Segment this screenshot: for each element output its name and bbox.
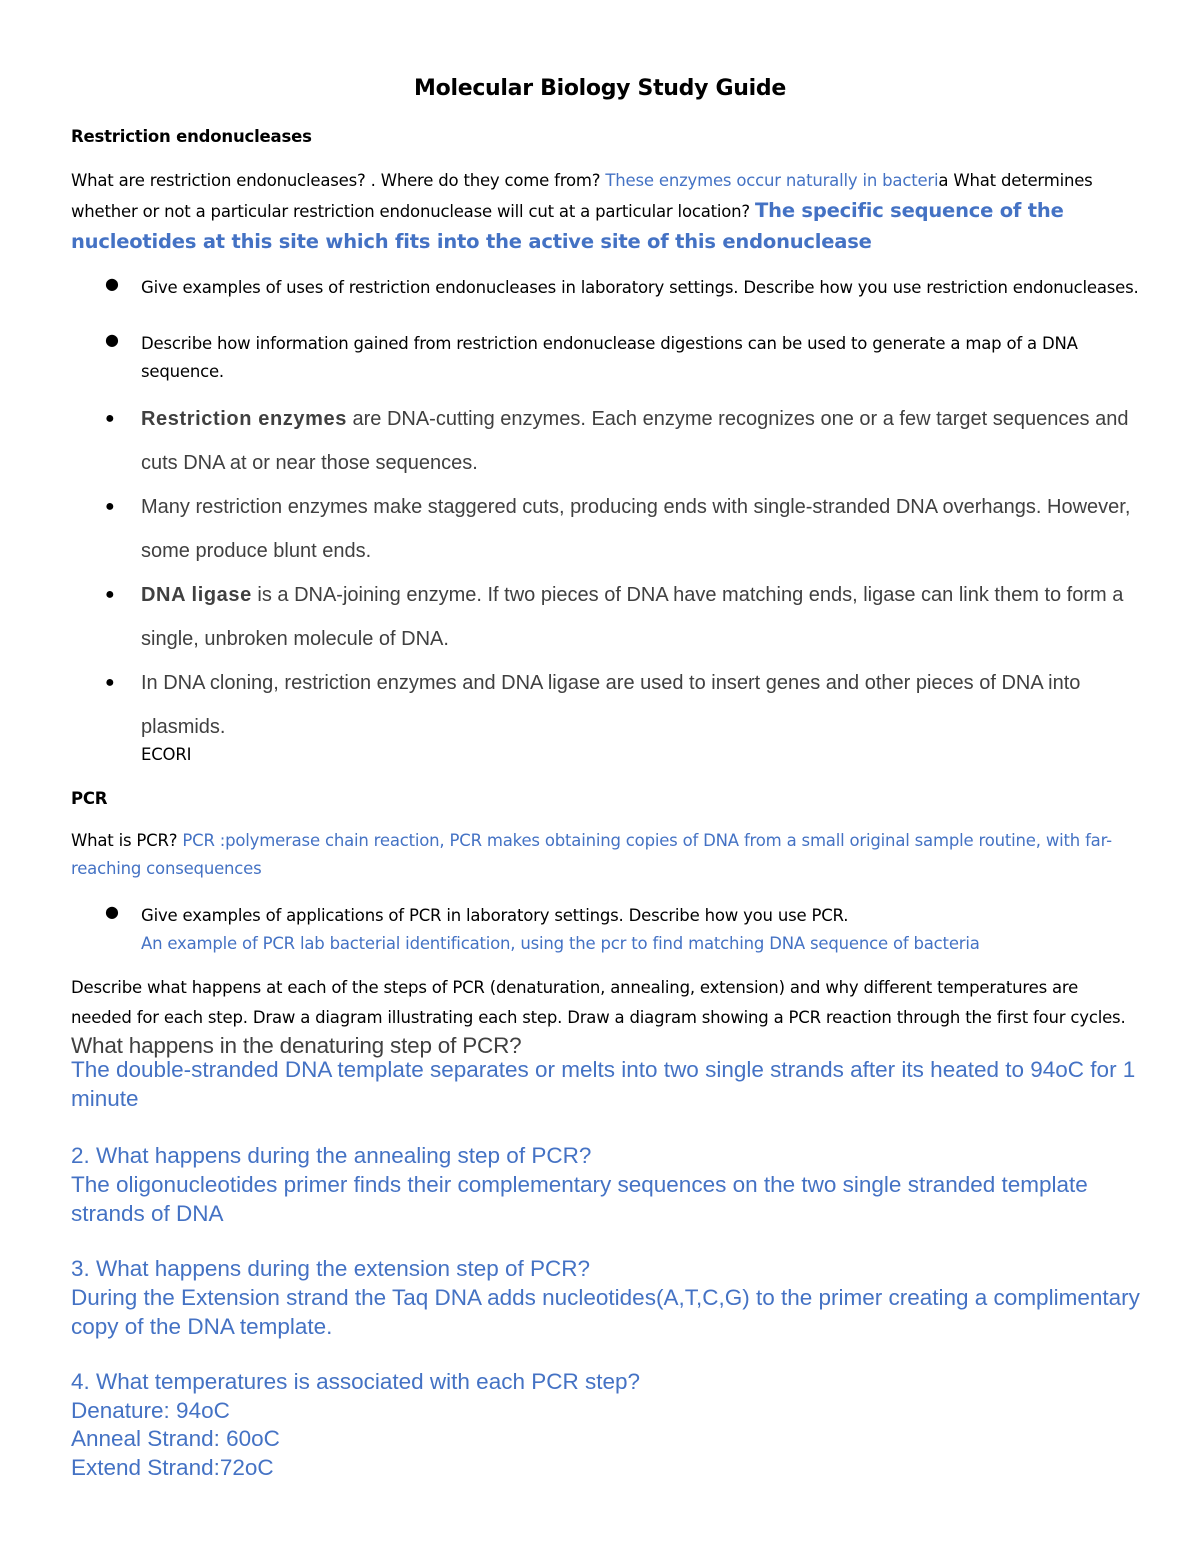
bold-term: Restriction enzymes: [141, 408, 347, 430]
bullet-icon: ●: [105, 330, 119, 349]
bullet-icon: ●: [105, 674, 115, 691]
answer-text: These enzymes occur naturally in bacteri: [605, 171, 939, 190]
bullet-icon: ●: [105, 586, 115, 603]
answer-annealing: The oligonucleotides primer finds their complementary sequences on the two single stranded template strands of DNA: [71, 1172, 1088, 1226]
temperature-anneal: Anneal Strand: 60oC: [71, 1426, 280, 1451]
answer-text: An example of PCR lab bacterial identification, using the pcr to find matching DNA sequence of bacteria: [141, 934, 980, 953]
ecori-label: ECORI: [141, 745, 192, 764]
question-text: What determines whether or not a particular restriction endonuclease will cut at a particular location?: [71, 171, 1093, 221]
pcr-steps-prompt: Describe what happens at each of the steps of PCR (denaturation, annealing, extension) and why different temperatures are needed for each step. Draw a diagram illustrating each step. Draw a diagram showing a PCR reaction through the first four cycles. What happens in the denaturing step of PCR?: [71, 978, 1126, 1058]
bullet-text: Give examples of uses of restriction endonucleases in laboratory settings. Describe how you use restriction endonucleases.: [141, 278, 1139, 297]
bullet-icon: ●: [105, 498, 115, 515]
question-extension: 3. What happens during the extension step of PCR?: [71, 1256, 591, 1281]
bullet-icon: ●: [105, 902, 119, 921]
bullet-icon: ●: [105, 274, 119, 293]
temperature-extend: Extend Strand:72oC: [71, 1455, 274, 1480]
bullet-icon: ●: [105, 410, 115, 427]
bullet-text: Many restriction enzymes make staggered cuts, producing ends with single-stranded DNA overhangs. However, some produce blunt ends.: [141, 496, 1131, 562]
bold-term: DNA ligase: [141, 584, 252, 606]
answer-text-large: The specific sequence of the nucleotides at this site which fits into the active site of this endonuclease: [71, 199, 1064, 253]
section-heading-pcr: PCR: [71, 789, 108, 808]
question-annealing: 2. What happens during the annealing step of PCR?: [71, 1143, 592, 1168]
restriction-question-paragraph: [71, 166, 1141, 258]
pcr-question-paragraph: [71, 827, 1141, 883]
bullet-text: Restriction enzymes are DNA-cutting enzymes. Each enzyme recognizes one or a few target sequences and cuts DNA at or near those sequences.: [141, 408, 1129, 474]
answer-text: PCR :polymerase chain reaction, PCR makes obtaining copies of DNA from a small original sample routine, with far-reaching consequences: [71, 831, 1112, 878]
section-heading-restriction: Restriction endonucleases: [71, 127, 312, 146]
bullet-text: Describe how information gained from restriction endonuclease digestions can be used to generate a map of a DNA sequence.: [141, 334, 1078, 381]
question-text: What is PCR?: [71, 831, 178, 850]
temperature-denature: Denature: 94oC: [71, 1398, 230, 1423]
question-text: What are restriction endonucleases? . Where do they come from?: [71, 171, 601, 190]
question-letter: a: [938, 171, 949, 190]
answer-extension: During the Extension strand the Taq DNA adds nucleotides(A,T,C,G) to the primer creating a complimentary copy of the DNA template.: [71, 1285, 1140, 1339]
question-temperatures: 4. What temperatures is associated with each PCR step?: [71, 1369, 641, 1394]
answer-denature: The double-stranded DNA template separates or melts into two single strands after its heated to 94oC for 1 minute: [71, 1057, 1136, 1111]
bullet-text: In DNA cloning, restriction enzymes and DNA ligase are used to insert genes and other pieces of DNA into plasmids.: [141, 672, 1081, 738]
bullet-text: DNA ligase is a DNA-joining enzyme. If two pieces of DNA have matching ends, ligase can link them to form a single, unbroken molecule of DNA.: [141, 584, 1124, 650]
page-title: Molecular Biology Study Guide: [414, 76, 786, 101]
question-text: What happens in the denaturing step of PCR?: [71, 1033, 522, 1058]
bullet-text: Give examples of applications of PCR in laboratory settings. Describe how you use PCR. An example of PCR lab bacterial identification, using the pcr to find matching DNA sequence of bacteria: [141, 902, 1141, 958]
